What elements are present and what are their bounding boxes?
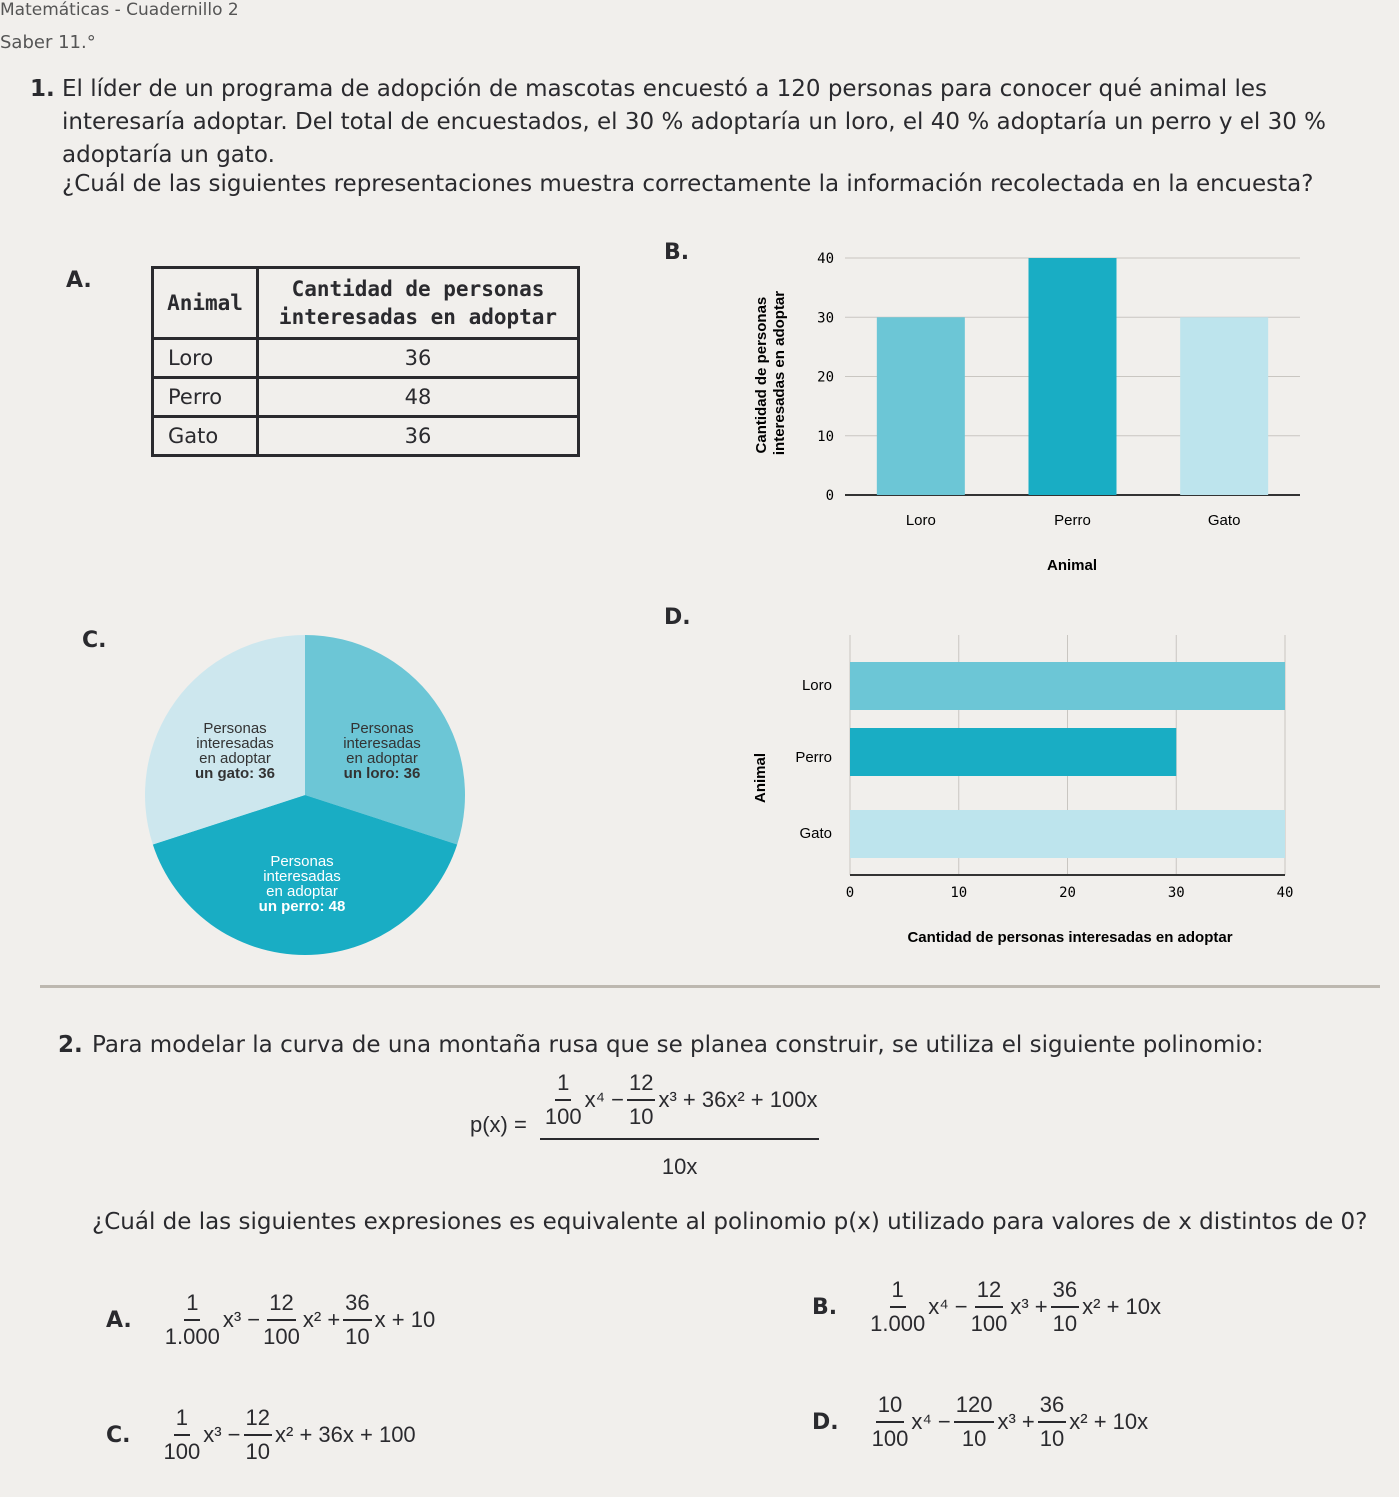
pie-label-gato-line: interesadas bbox=[196, 735, 274, 752]
pie-label-gato-line: Personas bbox=[203, 720, 267, 737]
formula-f2-num: 12 bbox=[627, 1070, 655, 1101]
formula-denominator: 10x bbox=[661, 1154, 698, 1179]
q2-answer-c[interactable] bbox=[106, 1405, 416, 1465]
vbar-bar-gato bbox=[1180, 317, 1268, 495]
table-header-animal: Animal bbox=[153, 268, 258, 339]
answer-b-f3-num: 36 bbox=[1051, 1277, 1079, 1308]
pie-label-loro-line: interesadas bbox=[343, 735, 421, 752]
hbar-x-tick: 20 bbox=[1059, 885, 1076, 901]
answer-a-f3-den: 10 bbox=[345, 1324, 370, 1349]
answer-b-f3-den: 10 bbox=[1052, 1311, 1078, 1336]
formula-main-fraction bbox=[540, 1070, 820, 1180]
q1-option-a-table bbox=[151, 266, 580, 457]
hbar-x-tick: 30 bbox=[1167, 885, 1185, 901]
answer-c-label: C. bbox=[106, 1422, 131, 1448]
answer-a-f2-den: 100 bbox=[263, 1324, 300, 1349]
q1-option-c-pie-chart bbox=[140, 630, 480, 970]
pie-label-gato bbox=[195, 720, 275, 782]
answer-a-t3: x + 10 bbox=[374, 1307, 436, 1332]
q2-answer-b[interactable] bbox=[812, 1277, 1161, 1337]
formula-term2: x³ + 36x² + 100x bbox=[658, 1087, 818, 1112]
formula-numerator bbox=[540, 1070, 820, 1140]
answer-c-t1: x³ − bbox=[203, 1422, 241, 1447]
formula-lhs: p(x) = bbox=[470, 1112, 527, 1137]
q2-text: Para modelar la curva de una montaña rusa que se planea construir, se utiliza el siguiente polinomio: bbox=[92, 1032, 1264, 1058]
q2-answer-a[interactable] bbox=[106, 1290, 435, 1350]
answer-a-t2: x² + bbox=[302, 1307, 341, 1332]
answer-c-f2-num: 12 bbox=[244, 1405, 272, 1436]
q1-text-body: El líder de un programa de adopción de mascotas encuestó a 120 personas para conocer qué animal les interesaría adoptar. Del total de encuestados, el 30 % adoptaría un loro, el 40 % adoptaría un perro y el 30 % adoptaría un gato. bbox=[62, 76, 1327, 168]
vbar-y-axis-label-line1: Cantidad de personas bbox=[753, 296, 770, 454]
pie-label-loro-line: un loro: 36 bbox=[343, 765, 421, 782]
hbar-bar-perro bbox=[850, 728, 1176, 776]
vbar-x-axis-label: Animal bbox=[1046, 557, 1098, 574]
answer-c-f1-num: 1 bbox=[174, 1405, 190, 1436]
q1-option-d-bar-chart bbox=[740, 630, 1310, 950]
q1-text bbox=[62, 27, 1374, 172]
formula-f2-den: 10 bbox=[629, 1104, 654, 1129]
hbar-y-tick: Loro bbox=[801, 677, 832, 694]
hbar-x-tick: 0 bbox=[845, 885, 855, 901]
vbar-y-tick: 10 bbox=[817, 428, 834, 445]
question-divider bbox=[40, 985, 1380, 988]
subject-header: Matemáticas - Cuadernillo 2 bbox=[0, 0, 239, 20]
q2-number: 2. bbox=[58, 1032, 83, 1058]
q1-option-b-label[interactable]: B. bbox=[664, 240, 690, 265]
table-cell-animal: Perro bbox=[153, 378, 258, 417]
q1-question: ¿Cuál de las siguientes representaciones muestra correctamente la información recolectada en la encuesta? bbox=[62, 171, 1314, 197]
table-cell-count: 48 bbox=[258, 378, 579, 417]
q2-answer-d[interactable] bbox=[812, 1392, 1148, 1452]
answer-c-f2-den: 10 bbox=[245, 1439, 271, 1464]
q1-option-a-label[interactable]: A. bbox=[66, 268, 92, 293]
pie-label-perro bbox=[259, 853, 346, 915]
hbar-x-tick: 10 bbox=[950, 885, 968, 901]
answer-d-label: D. bbox=[812, 1409, 839, 1435]
answer-a-label: A. bbox=[106, 1307, 132, 1333]
formula-f1-num: 1 bbox=[555, 1070, 571, 1101]
table-header-count: Cantidad de personas interesadas en adoptar bbox=[258, 268, 579, 339]
answer-b-f1-den: 1.000 bbox=[870, 1311, 926, 1336]
hbar-bar-gato bbox=[850, 810, 1285, 858]
answer-d-t3: x² + 10x bbox=[1069, 1409, 1149, 1434]
answer-c-t2: x² + 36x + 100 bbox=[275, 1422, 416, 1447]
answer-d-f2-num: 120 bbox=[954, 1392, 995, 1423]
table-cell-count: 36 bbox=[258, 339, 579, 378]
vbar-y-tick: 20 bbox=[817, 369, 834, 386]
pie-label-perro-line: Personas bbox=[270, 853, 334, 870]
answer-d-f2-den: 10 bbox=[961, 1426, 987, 1451]
q1-number: 1. bbox=[30, 76, 55, 102]
hbar-y-axis-label: Animal bbox=[752, 752, 769, 804]
q1-option-b-bar-chart bbox=[740, 240, 1310, 580]
hbar-x-axis-label: Cantidad de personas interesadas en adoptar bbox=[907, 929, 1233, 946]
answer-a-f2-num: 12 bbox=[267, 1290, 295, 1321]
hbar-bar-loro bbox=[850, 662, 1285, 710]
vbar-y-axis-label-line2: interesadas en adoptar bbox=[771, 290, 788, 456]
pie-label-loro-line: en adoptar bbox=[346, 750, 418, 767]
vbar-x-tick: Loro bbox=[905, 512, 936, 529]
vbar-bar-loro bbox=[877, 317, 965, 495]
pie-label-perro-line: en adoptar bbox=[266, 883, 338, 900]
answer-a-f1-den: 1.000 bbox=[164, 1324, 220, 1349]
vbar-y-tick: 30 bbox=[817, 310, 834, 327]
answer-b-t2: x³ + bbox=[1010, 1294, 1048, 1319]
q1-option-c-label[interactable]: C. bbox=[82, 628, 107, 653]
answer-b-t1: x⁴ − bbox=[928, 1294, 968, 1319]
answer-a-f1-num: 1 bbox=[184, 1290, 200, 1321]
answer-b-f1-num: 1 bbox=[890, 1277, 906, 1308]
table-row bbox=[153, 339, 579, 378]
grade-header: Saber 11.° bbox=[0, 32, 96, 53]
vbar-x-tick: Gato bbox=[1207, 512, 1241, 529]
formula-f1-den: 100 bbox=[544, 1104, 582, 1129]
pie-label-loro-line: Personas bbox=[350, 720, 414, 737]
formula-term1: x⁴ − bbox=[584, 1087, 624, 1112]
answer-d-f1-num: 10 bbox=[876, 1392, 904, 1423]
q2-question: ¿Cuál de las siguientes expresiones es equivalente al polinomio p(x) utilizado para valores de x distintos de 0? bbox=[92, 1209, 1368, 1235]
hbar-y-tick: Perro bbox=[795, 749, 832, 766]
pie-label-gato-line: en adoptar bbox=[199, 750, 271, 767]
hbar-x-tick: 40 bbox=[1276, 885, 1294, 901]
answer-d-f3-den: 10 bbox=[1039, 1426, 1065, 1451]
pie-label-perro-line: interesadas bbox=[263, 868, 341, 885]
answer-d-t2: x³ + bbox=[997, 1409, 1035, 1434]
table-cell-animal: Gato bbox=[153, 417, 258, 456]
table-row bbox=[153, 378, 579, 417]
q2-formula bbox=[470, 1070, 822, 1180]
answer-a-f3-num: 36 bbox=[343, 1290, 371, 1321]
answer-d-t1: x⁴ − bbox=[911, 1409, 951, 1434]
answer-b-label: B. bbox=[812, 1294, 838, 1320]
pie-label-perro-line: un perro: 48 bbox=[258, 898, 346, 915]
table-cell-count: 36 bbox=[258, 417, 579, 456]
q1-option-d-label[interactable]: D. bbox=[664, 605, 691, 630]
table-cell-animal: Loro bbox=[153, 339, 258, 378]
vbar-y-tick: 0 bbox=[825, 488, 834, 504]
pie-label-gato-line: un gato: 36 bbox=[194, 765, 276, 782]
answer-d-f1-den: 100 bbox=[871, 1426, 909, 1451]
answer-b-f2-den: 100 bbox=[970, 1311, 1008, 1336]
vbar-x-tick: Perro bbox=[1054, 512, 1091, 529]
answer-b-f2-num: 12 bbox=[975, 1277, 1003, 1308]
vbar-bar-perro bbox=[1029, 258, 1117, 495]
answer-d-f3-num: 36 bbox=[1038, 1392, 1066, 1423]
pie-label-loro bbox=[343, 720, 421, 782]
vbar-y-axis-label bbox=[753, 291, 788, 455]
answer-c-f1-den: 100 bbox=[163, 1439, 201, 1464]
answer-a-t1: x³ − bbox=[222, 1307, 261, 1332]
table-row bbox=[153, 417, 579, 456]
answer-b-t3: x² + 10x bbox=[1082, 1294, 1161, 1319]
hbar-y-tick: Gato bbox=[799, 825, 832, 842]
vbar-y-tick: 40 bbox=[817, 251, 834, 267]
